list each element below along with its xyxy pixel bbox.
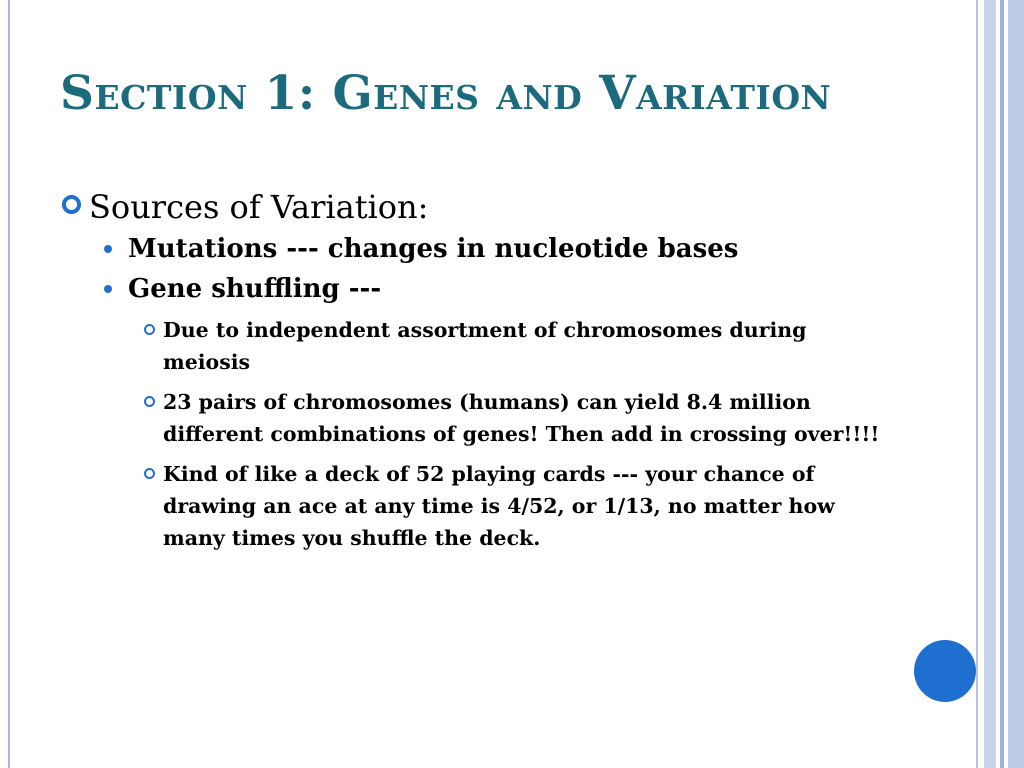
dot-bullet-icon xyxy=(104,245,112,253)
dot-bullet-icon xyxy=(104,285,112,293)
slide-body xyxy=(62,188,922,562)
small-ring-bullet-icon xyxy=(144,468,155,479)
bullet-level2 xyxy=(104,234,922,264)
small-ring-bullet-icon xyxy=(144,396,155,407)
small-ring-bullet-icon xyxy=(144,324,155,335)
bullet-level3 xyxy=(144,314,884,378)
bullet-level3 xyxy=(144,458,884,554)
stripe xyxy=(976,0,978,768)
stripe xyxy=(1000,0,1004,768)
bullet-text: 23 pairs of chromosomes (humans) can yield 8.4 million different combinations of genes! Then add in crossing over!!!! xyxy=(163,390,880,446)
left-frame-line xyxy=(8,0,10,768)
blue-circle-icon xyxy=(914,640,976,702)
stripe xyxy=(1008,0,1024,768)
bullet-text: Mutations --- changes in nucleotide bases xyxy=(128,234,739,264)
bullet-text: Gene shuffling --- xyxy=(128,274,382,304)
bullet-text: Due to independent assortment of chromosomes during meiosis xyxy=(163,318,807,374)
bullet-text: Kind of like a deck of 52 playing cards --- your chance of drawing an ace at any time is 4/52, or 1/13, no matter how many times you shuffle the deck. xyxy=(163,462,835,550)
bullet-text: Sources of Variation: xyxy=(89,188,429,226)
bullet-level1 xyxy=(62,188,922,226)
bullet-level3 xyxy=(144,386,884,450)
bullet-level2 xyxy=(104,274,922,304)
slide-title: Section 1: Genes and Variation xyxy=(60,66,832,121)
right-decorative-stripes xyxy=(976,0,1024,768)
ring-bullet-icon xyxy=(62,195,81,214)
stripe xyxy=(984,0,996,768)
